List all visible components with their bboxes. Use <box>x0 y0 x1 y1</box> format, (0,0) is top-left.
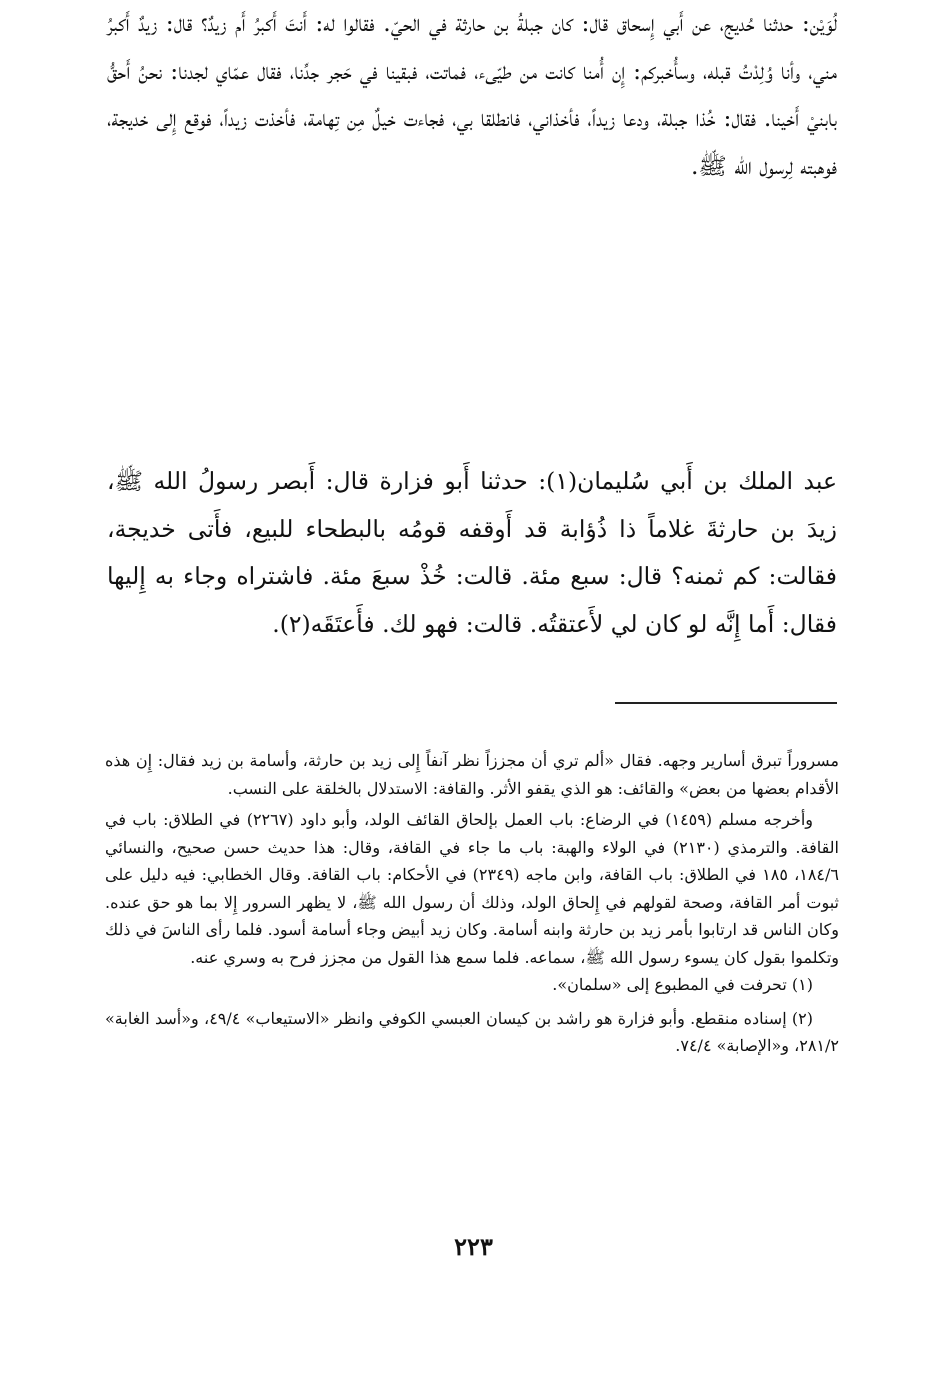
main-paragraph-1: لُوَيْن: حدثنا حُديج، عن أَبي إِسحاق قال: كان جبلةُ بن حارثة في الحيّ. فقالوا له: أَنتَ أَكبرُ أَم زيدٌ؟ قال: زيدٌ أَكبرُ مني، وأنا وُلِدْتُ قبله، وسأُخبركم: إِن أُمنا كانت من طيّىء، فماتت، فبقينا في حَجر جدِّنا، فقال عمّاي لجدنا: نحنُ أَحقُّ بابنيْ أَخينا. فقال: خُذا جبلة، ودعا زيداً، فأخذاني، فانطلقا بي، فجاءت خيلٌ مِن تِهامة، فأخذت زيداً، فوقع إِلى خديجة، فوهبته لِرسول الله ﷺ. <box>107 9 837 180</box>
footnote-1: (١) تحرفت في المطبوع إلى «سلمان». <box>552 975 813 994</box>
footnote-takhrij: وأخرجه مسلم (١٤٥٩) في الرضاع: باب العمل بإلحاق القائف الولد، وأبو داود (٢٢٦٧) في الطلاق: باب في القافة. والترمذي (٢١٣٠) في الولاء والهبة: باب ما جاء في القافة، وقال: هذا حديث حسن صحيح، والنسائي ١٨٤/٦، ١٨٥ في الطلاق: باب القافة، وابن ماجه (٢٣٤٩) في الأحكام: باب القافة. وقال الخطابي: فيه دليل على ثبوت أمر القافة، وصحة لقولهم في إِلحاق الولد، وذلك أن رسول الله ﷺ، لا يظهر السرور إِلا بما هو حق عنده. وكان الناس قد ارتابوا بأمر زيد بن حارثة وابنه أسامة. وكان زيد أبيض وجاء أسامة أسود. فلما رأى الناسَ في ذلك وتكلموا بقول كان يسوء رسول الله ﷺ، سماعه. فلما سمع هذا القول من مجزز فرح به وسري عنه. <box>105 810 840 967</box>
footnote-divider <box>615 702 837 704</box>
footnotes <box>105 747 839 1060</box>
footnote-2: (٢) إسناده منقطع. وأبو فزارة هو راشد بن كيسان العبسي الكوفي وانظر «الاستيعاب» ٤٩/٤، و«أسد الغابة» ٢٨١/٢، و«الإصابة» ٧٤/٤. <box>105 1008 839 1055</box>
main-text-2 <box>107 458 837 648</box>
footnote-continuation: مسروراً تبرق أسارير وجهه. فقال «ألم تري أن مجززاً نظر آنفاً إِلى زيد بن حارثة، وأسامة بن زيد فقال: إِن هذه الأقدام بعضها من بعض» والقائف: هو الذي يقفو الأثر. والقافة: الاستدلال بالخلقة على النسب. <box>105 751 839 798</box>
main-paragraph-2: عبد الملك بن أَبي سُليمان(١): حدثنا أَبو فزارة قال: أَبصر رسولُ الله ﷺ، زيدَ بن حارثةَ غلاماً ذا ذُؤابة قد أَوقفه قومُه بالبطحاء للبيع، فأَتى خديجة، فقالت: كم ثمنه؟ قال: سبع مئة. قالت: خُذْ سبعَ مئة. فاشتراه وجاء به إِليها فقال: أَما إِنَّه لو كان لي لأَعتقتُه. قالت: فهو لك. فأَعتَقَه(٢). <box>107 467 837 638</box>
page-number: ٢٢٣ <box>454 1232 493 1261</box>
